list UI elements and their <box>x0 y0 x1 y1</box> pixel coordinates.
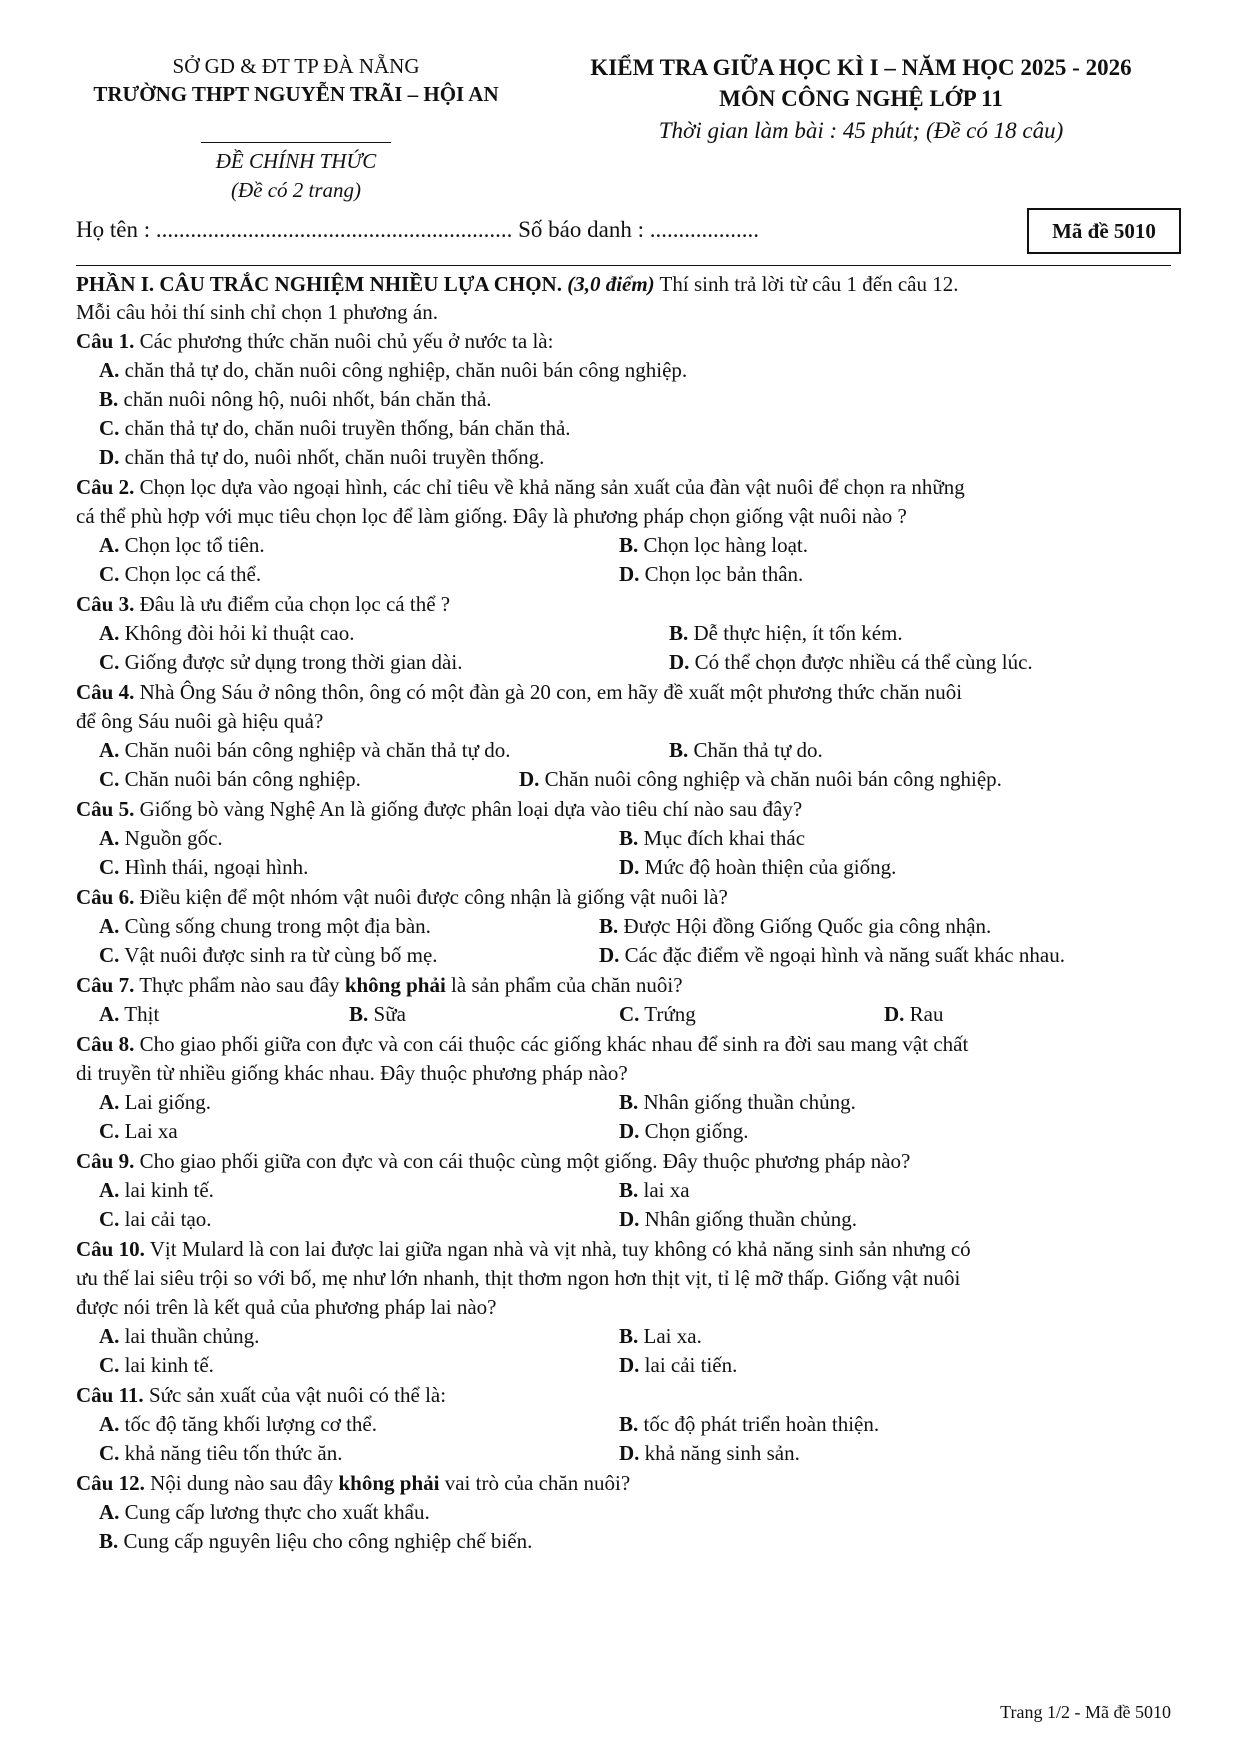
question-text: Cho giao phối giữa con đực và con cái thuộc cùng một giống. Đây thuộc phương pháp nào? <box>139 1149 911 1173</box>
question-label: Câu 12. <box>76 1471 145 1495</box>
question-text-2: cá thể phù hợp với mục tiêu chọn lọc để làm giống. Đây là phương pháp chọn giống vật nuôi nào ? <box>76 504 907 528</box>
question-3 <box>76 590 1171 677</box>
exam-code-box: Mã đề 5010 <box>1027 208 1181 254</box>
option-text: lai cải tạo. <box>124 1207 212 1231</box>
option-b <box>349 1000 406 1029</box>
option-letter: C. <box>99 1441 120 1465</box>
option-letter: A. <box>99 826 120 850</box>
name-field: Họ tên : .............................................................. <box>76 217 513 242</box>
option-letter: C. <box>99 855 120 879</box>
option-text: Lai xa. <box>643 1324 702 1348</box>
option-b <box>619 1410 879 1439</box>
question-12 <box>76 1469 1171 1556</box>
option-b <box>619 824 805 853</box>
option-text: Không đòi hỏi kỉ thuật cao. <box>124 621 355 645</box>
option-letter: A. <box>99 621 120 645</box>
question-label: Câu 7. <box>76 973 135 997</box>
option-d <box>519 765 1002 794</box>
option-text: Chọn lọc hàng loạt. <box>643 533 808 557</box>
option-a <box>99 1322 259 1351</box>
option-c <box>99 1351 214 1380</box>
option-b <box>99 385 1171 414</box>
question-label: Câu 6. <box>76 885 135 909</box>
option-letter: B. <box>619 533 639 557</box>
option-c <box>99 560 261 589</box>
option-text: Giống được sử dụng trong thời gian dài. <box>124 650 463 674</box>
option-text: Được Hội đồng Giống Quốc gia công nhận. <box>623 914 992 938</box>
option-letter: C. <box>99 650 120 674</box>
option-text: Rau <box>909 1002 944 1026</box>
option-letter: C. <box>99 767 120 791</box>
option-letter: C. <box>99 1207 120 1231</box>
option-letter: D. <box>884 1002 905 1026</box>
option-text: chăn thả tự do, chăn nuôi công nghiệp, chăn nuôi bán công nghiệp. <box>124 358 688 382</box>
option-a <box>99 824 223 853</box>
option-letter: C. <box>99 943 120 967</box>
option-text: Chăn thả tự do. <box>693 738 823 762</box>
option-a <box>99 1000 159 1029</box>
option-text: khả năng sinh sản. <box>644 1441 800 1465</box>
option-letter: C. <box>99 1119 120 1143</box>
option-c <box>99 648 462 677</box>
option-text: Mục đích khai thác <box>643 826 806 850</box>
question-text: Đâu là ưu điểm của chọn lọc cá thể ? <box>139 592 451 616</box>
option-d <box>619 853 896 882</box>
question-5 <box>76 795 1171 882</box>
part-instruction: Thí sinh trả lời từ câu 1 đến câu 12. <box>654 272 959 296</box>
option-d <box>599 941 1065 970</box>
student-info-row <box>76 215 759 244</box>
option-letter: A. <box>99 914 120 938</box>
option-letter: D. <box>669 650 690 674</box>
question-label: Câu 5. <box>76 797 135 821</box>
option-b <box>619 1088 856 1117</box>
option-text: Cung cấp lương thực cho xuất khẩu. <box>124 1500 430 1524</box>
question-10 <box>76 1235 1171 1380</box>
question-text: Nhà Ông Sáu ở nông thôn, ông có một đàn gà 20 con, em hãy đề xuất một phương thức chăn nuôi <box>139 680 963 704</box>
option-letter: B. <box>349 1002 369 1026</box>
option-letter: A. <box>99 1500 120 1524</box>
official-label: ĐỀ CHÍNH THỨC <box>215 149 377 173</box>
question-1 <box>76 327 1171 472</box>
question-text: Cho giao phối giữa con đực và con cái thuộc các giống khác nhau để sinh ra đời sau mang vật chất <box>139 1032 969 1056</box>
option-b <box>99 1527 1171 1556</box>
option-text: tốc độ tăng khối lượng cơ thể. <box>124 1412 377 1436</box>
option-letter: D. <box>619 855 640 879</box>
option-d <box>619 560 803 589</box>
option-letter: D. <box>619 1441 640 1465</box>
option-text: Nhân giống thuần chủng. <box>643 1090 856 1114</box>
question-6 <box>76 883 1171 970</box>
question-label: Câu 2. <box>76 475 135 499</box>
option-a <box>99 531 265 560</box>
option-text: Sữa <box>373 1002 406 1026</box>
option-text: chăn thả tự do, chăn nuôi truyền thống, bán chăn thả. <box>124 416 571 440</box>
option-c <box>99 1117 178 1146</box>
question-text: Chọn lọc dựa vào ngoại hình, các chỉ tiêu về khả năng sản xuất của đàn vật nuôi để chọn ra những <box>139 475 965 499</box>
option-letter: A. <box>99 1324 120 1348</box>
question-11 <box>76 1381 1171 1468</box>
option-text: Lai giống. <box>124 1090 211 1114</box>
option-text: Nhân giống thuần chủng. <box>644 1207 857 1231</box>
option-a <box>99 1410 377 1439</box>
question-text-end: là sản phẩm của chăn nuôi? <box>445 973 683 997</box>
question-label: Câu 9. <box>76 1149 135 1173</box>
question-label: Câu 10. <box>76 1237 145 1261</box>
option-letter: B. <box>669 738 689 762</box>
option-text: lai kinh tế. <box>124 1178 214 1202</box>
option-letter: D. <box>619 562 640 586</box>
subject-title: MÔN CÔNG NGHỆ LỚP 11 <box>719 86 1003 111</box>
option-text: Chăn nuôi công nghiệp và chăn nuôi bán công nghiệp. <box>544 767 1002 791</box>
option-text: Chọn lọc cá thể. <box>124 562 262 586</box>
option-text: lai kinh tế. <box>124 1353 214 1377</box>
option-letter: B. <box>99 387 119 411</box>
question-text: Thực phẩm nào sau đây <box>139 973 345 997</box>
option-a <box>99 1498 1171 1527</box>
option-a <box>99 1088 211 1117</box>
option-a <box>99 912 431 941</box>
option-letter: D. <box>599 943 620 967</box>
question-label: Câu 1. <box>76 329 135 353</box>
question-text: Các phương thức chăn nuôi chủ yếu ở nước ta là: <box>139 329 554 353</box>
option-text: Mức độ hoàn thiện của giống. <box>644 855 897 879</box>
option-b <box>599 912 991 941</box>
exam-info-block <box>546 52 1176 148</box>
question-2 <box>76 473 1171 589</box>
option-text: Cung cấp nguyên liệu cho công nghiệp chế biến. <box>123 1529 533 1553</box>
exam-duration: Thời gian làm bài : 45 phút; (Đề có 18 câu) <box>658 118 1064 143</box>
option-a <box>99 356 1171 385</box>
option-text: Có thể chọn được nhiều cá thể cùng lúc. <box>694 650 1033 674</box>
option-text: Chăn nuôi bán công nghiệp và chăn thả tự do. <box>124 738 511 762</box>
exam-body <box>76 270 1171 1556</box>
question-text-2: di truyền từ nhiều giống khác nhau. Đây thuộc phương pháp nào? <box>76 1061 628 1085</box>
option-letter: C. <box>99 562 120 586</box>
option-a <box>99 1176 214 1205</box>
question-text: Giống bò vàng Nghệ An là giống được phân loại dựa vào tiêu chí nào sau đây? <box>139 797 803 821</box>
option-c <box>619 1000 696 1029</box>
option-text: Vật nuôi được sinh ra từ cùng bố mẹ. <box>124 943 438 967</box>
part-instruction-2: Mỗi câu hỏi thí sinh chỉ chọn 1 phương án. <box>76 300 438 324</box>
school-name: TRƯỜNG THPT NGUYỄN TRÃI – HỘI AN <box>93 82 499 106</box>
option-letter: D. <box>99 445 120 469</box>
page-count: (Đề có 2 trang) <box>230 178 362 202</box>
option-letter: C. <box>99 416 120 440</box>
option-text: khả năng tiêu tốn thức ăn. <box>124 1441 343 1465</box>
option-text: lai cải tiến. <box>644 1353 738 1377</box>
option-c <box>99 853 308 882</box>
option-b <box>669 736 823 765</box>
option-text: chăn thả tự do, nuôi nhốt, chăn nuôi truyền thống. <box>124 445 545 469</box>
option-d <box>619 1351 737 1380</box>
option-b <box>619 1176 690 1205</box>
question-text: Vịt Mulard là con lai được lai giữa ngan nhà và vịt nhà, tuy không có khả năng sinh sản nhưng có <box>149 1237 971 1261</box>
option-c <box>99 765 361 794</box>
option-c <box>99 1439 343 1468</box>
question-label: Câu 3. <box>76 592 135 616</box>
page-footer: Trang 1/2 - Mã đề 5010 <box>1000 1702 1171 1722</box>
option-letter: D. <box>619 1207 640 1231</box>
question-9 <box>76 1147 1171 1234</box>
question-text: Nội dung nào sau đây <box>150 1471 339 1495</box>
option-text: Các đặc điểm về ngoại hình và năng suất khác nhau. <box>624 943 1065 967</box>
question-text-2: ưu thế lai siêu trội so với bố, mẹ như lớn nhanh, thịt thơm ngon hơn thịt vịt, tỉ lệ mỡ thấp. Giống vật nuôi <box>76 1266 961 1290</box>
option-letter: B. <box>669 621 689 645</box>
question-text-end: vai trò của chăn nuôi? <box>439 1471 631 1495</box>
question-4 <box>76 678 1171 794</box>
divider <box>201 142 391 143</box>
option-letter: B. <box>619 826 639 850</box>
question-text: Sức sản xuất của vật nuôi có thể là: <box>148 1383 447 1407</box>
option-letter: B. <box>619 1178 639 1202</box>
option-letter: D. <box>619 1119 640 1143</box>
option-letter: A. <box>99 738 120 762</box>
option-text: Chăn nuôi bán công nghiệp. <box>124 767 361 791</box>
option-c <box>99 1205 212 1234</box>
option-letter: D. <box>519 767 540 791</box>
question-text: Điều kiện để một nhóm vật nuôi được công nhận là giống vật nuôi là? <box>139 885 728 909</box>
option-letter: B. <box>599 914 619 938</box>
question-emphasis: không phải <box>338 1471 440 1495</box>
option-text: chăn nuôi nông hộ, nuôi nhốt, bán chăn thả. <box>123 387 492 411</box>
question-text-2: để ông Sáu nuôi gà hiệu quả? <box>76 709 324 733</box>
question-label: Câu 4. <box>76 680 135 704</box>
option-letter: C. <box>99 1353 120 1377</box>
part-points: (3,0 điểm) <box>567 272 655 296</box>
option-text: Trứng <box>644 1002 696 1026</box>
option-text: Chọn giống. <box>644 1119 749 1143</box>
option-letter: B. <box>619 1412 639 1436</box>
school-block <box>76 52 516 205</box>
option-text: Chọn lọc bản thân. <box>644 562 804 586</box>
option-text: tốc độ phát triển hoàn thiện. <box>643 1412 880 1436</box>
question-emphasis: không phải <box>344 973 446 997</box>
question-text-3: được nói trên là kết quả của phương pháp lai nào? <box>76 1295 497 1319</box>
option-a <box>99 619 354 648</box>
option-letter: A. <box>99 1090 120 1114</box>
option-c <box>99 941 438 970</box>
header-divider <box>76 265 1171 266</box>
option-text: lai thuần chủng. <box>124 1324 260 1348</box>
option-letter: B. <box>99 1529 119 1553</box>
option-letter: D. <box>619 1353 640 1377</box>
option-letter: B. <box>619 1324 639 1348</box>
option-text: Cùng sống chung trong một địa bàn. <box>124 914 431 938</box>
question-label: Câu 11. <box>76 1383 144 1407</box>
option-text: Nguồn gốc. <box>124 826 223 850</box>
option-letter: A. <box>99 1412 120 1436</box>
question-8 <box>76 1030 1171 1146</box>
option-letter: B. <box>619 1090 639 1114</box>
option-letter: A. <box>99 1178 120 1202</box>
option-text: lai xa <box>643 1178 690 1202</box>
option-text: Dễ thực hiện, ít tốn kém. <box>693 621 903 645</box>
option-letter: A. <box>99 358 120 382</box>
option-letter: A. <box>99 1002 120 1026</box>
option-letter: C. <box>619 1002 640 1026</box>
option-d <box>669 648 1033 677</box>
question-7 <box>76 971 1171 1029</box>
id-field: Số báo danh : ................... <box>518 217 759 242</box>
option-b <box>669 619 903 648</box>
option-d <box>884 1000 944 1029</box>
option-d <box>619 1439 800 1468</box>
option-text: Thịt <box>124 1002 160 1026</box>
part-heading <box>76 270 1171 326</box>
option-text: Hình thái, ngoại hình. <box>124 855 309 879</box>
option-d <box>619 1205 857 1234</box>
option-b <box>619 1322 702 1351</box>
part-title: PHẦN I. CÂU TRẮC NGHIỆM NHIỀU LỰA CHỌN. <box>76 272 562 296</box>
department-name: SỞ GD & ĐT TP ĐÀ NẴNG <box>172 54 420 78</box>
option-a <box>99 736 510 765</box>
option-c <box>99 414 1171 443</box>
option-d <box>619 1117 749 1146</box>
exam-title: KIỂM TRA GIỮA HỌC KÌ I – NĂM HỌC 2025 - 2026 <box>590 55 1132 80</box>
option-d <box>99 443 1171 472</box>
exam-page <box>76 52 1171 1553</box>
option-b <box>619 531 808 560</box>
exam-header <box>76 52 1171 243</box>
option-letter: A. <box>99 533 120 557</box>
option-text: Chọn lọc tổ tiên. <box>124 533 265 557</box>
option-text: Lai xa <box>124 1119 178 1143</box>
question-label: Câu 8. <box>76 1032 135 1056</box>
